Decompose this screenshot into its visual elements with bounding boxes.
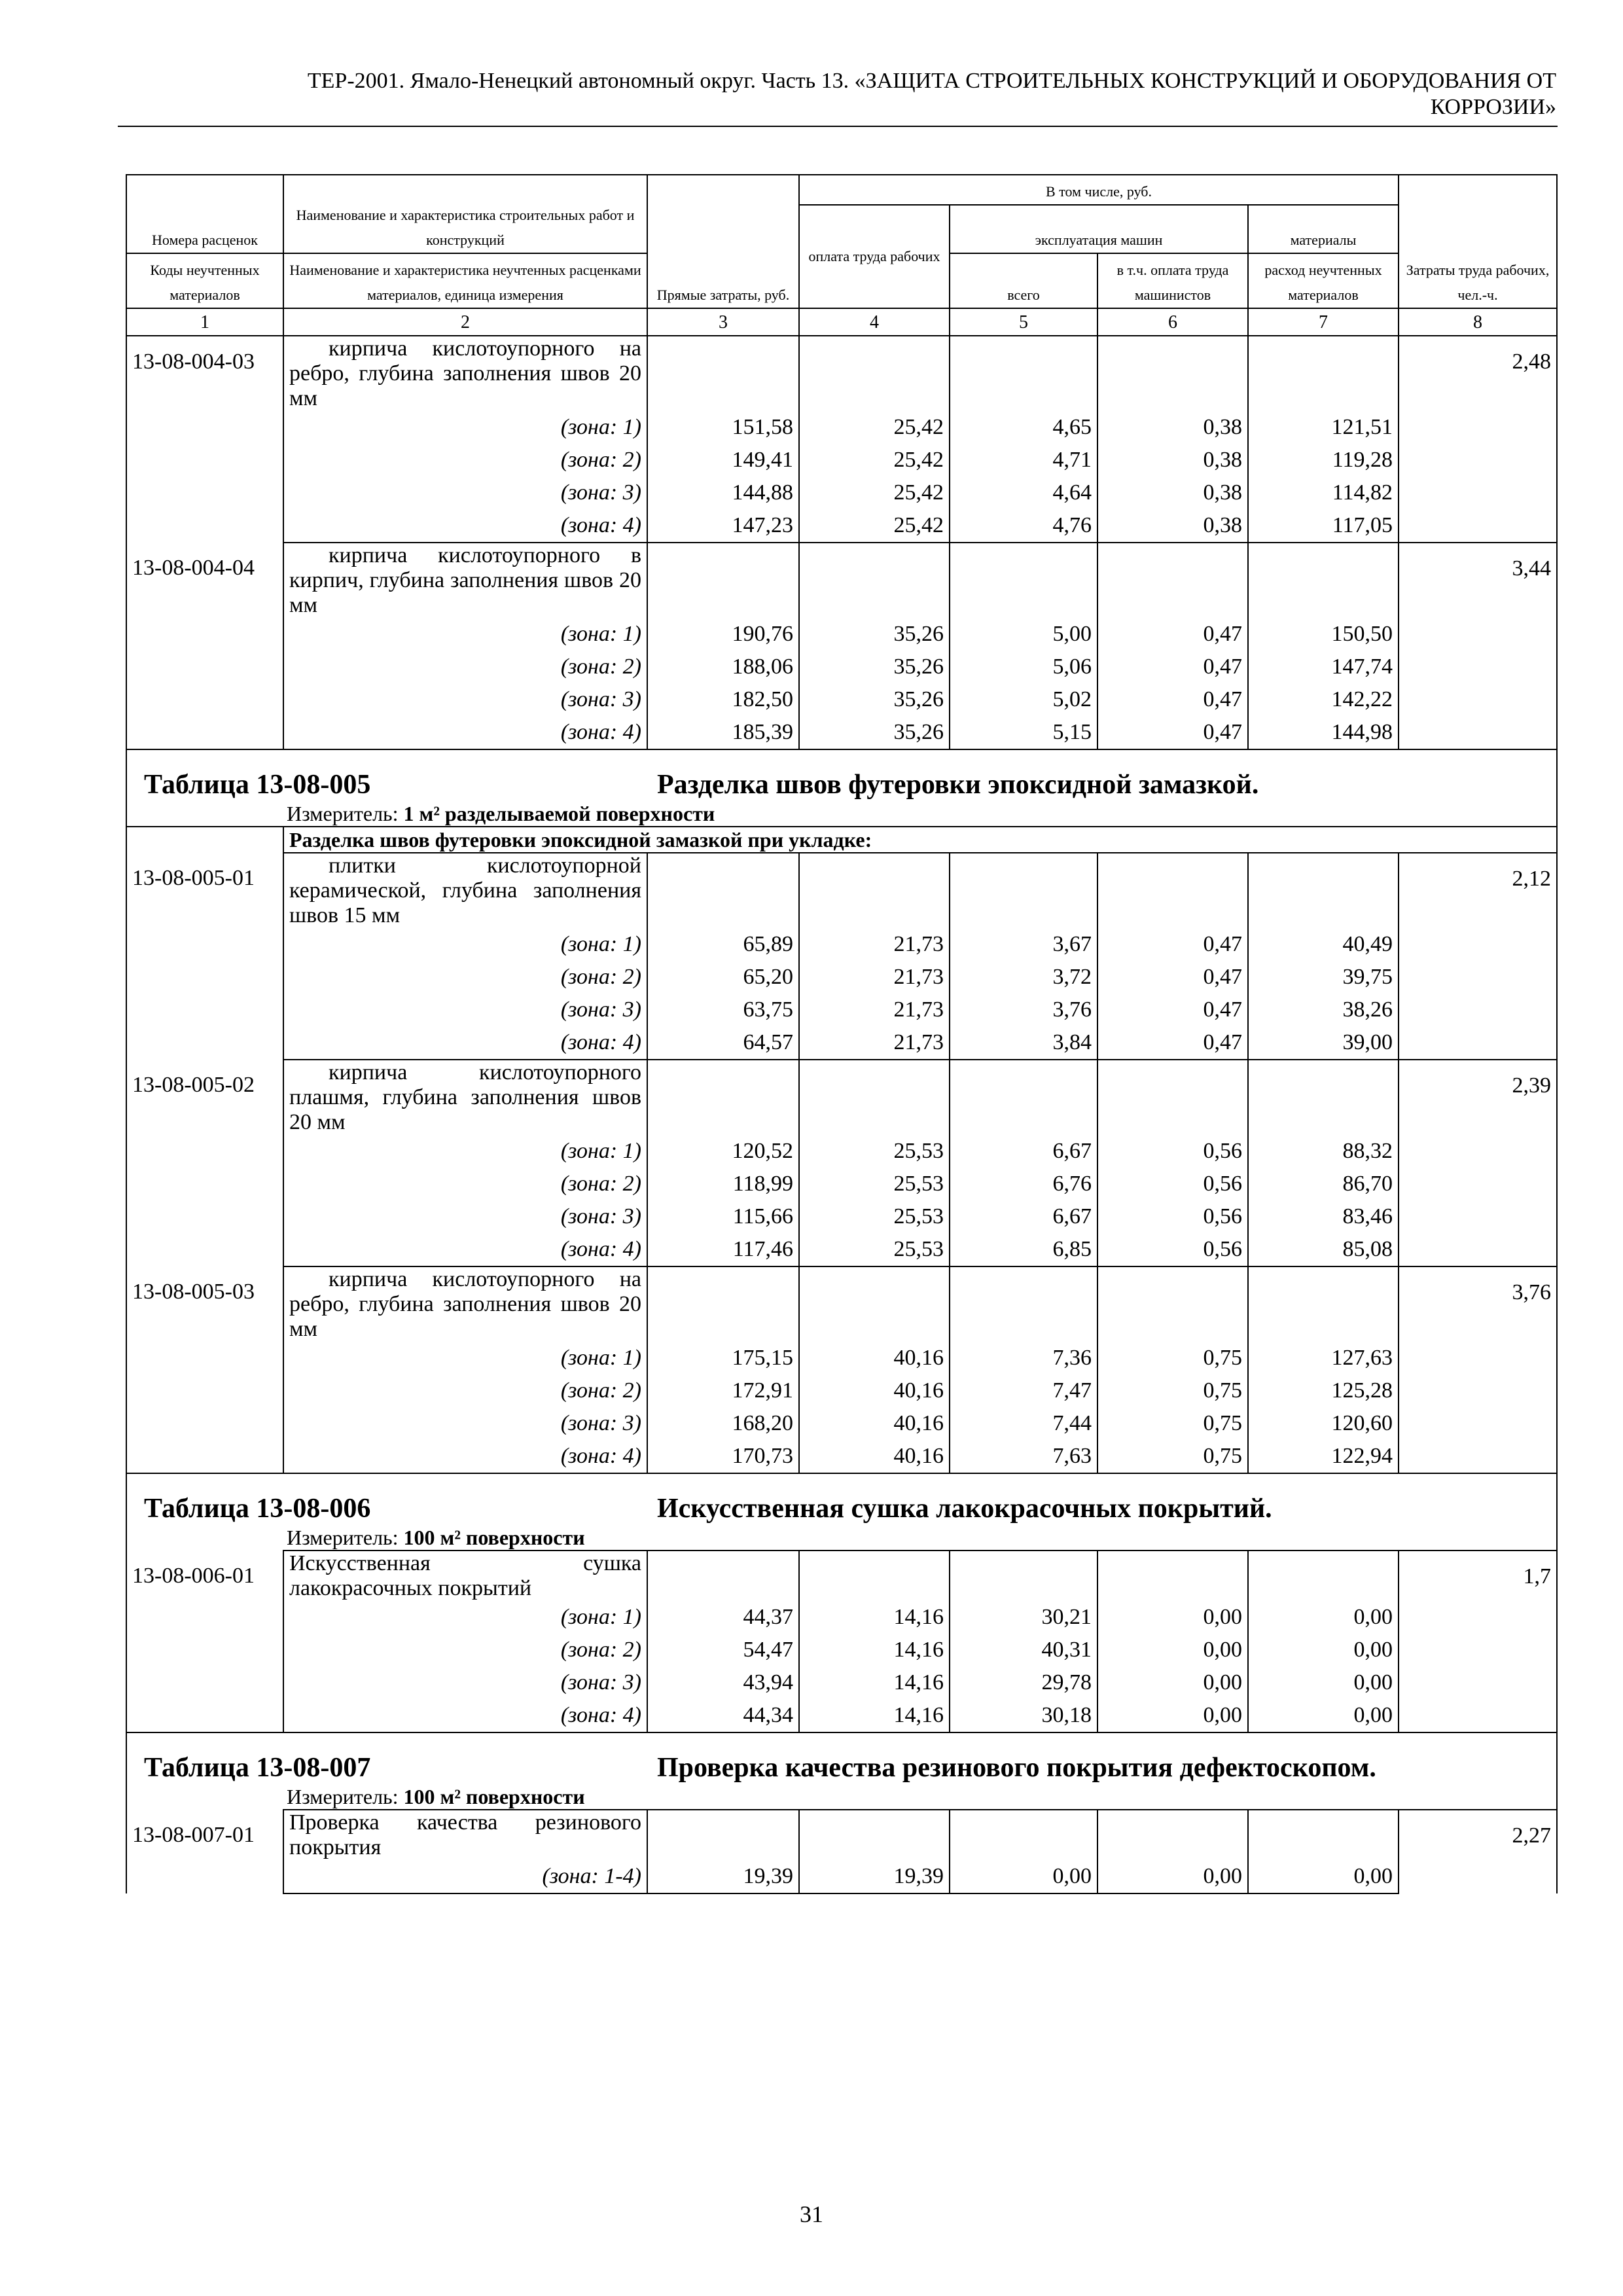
table-title-row <box>126 768 1557 827</box>
rate-code: 13-08-005-03 <box>126 1266 283 1473</box>
value-cell: 7,63 <box>950 1440 1097 1473</box>
value-cell: 25,53 <box>799 1135 950 1168</box>
value-cell: 0,00 <box>1097 1860 1248 1893</box>
value-cell: 54,47 <box>647 1634 799 1666</box>
zone-label: (зона: 1) <box>283 1342 647 1374</box>
rate-name: плитки кислотоупорной керамической, глубина заполнения швов 15 мм <box>283 853 647 928</box>
spacer-cell <box>126 1732 1557 1751</box>
value-cell: 83,46 <box>1248 1200 1399 1233</box>
value-cell: 4,64 <box>950 476 1097 509</box>
zone-row <box>126 1666 1557 1699</box>
rate-code: 13-08-004-03 <box>126 336 283 543</box>
col-wages-header: оплата труда рабочих <box>799 205 950 308</box>
zone-row <box>126 1634 1557 1666</box>
value-cell: 0,38 <box>1097 411 1248 444</box>
value-cell: 38,26 <box>1248 994 1399 1026</box>
zone-row <box>126 1233 1557 1266</box>
empty-cell <box>799 1810 950 1860</box>
zone-label: (зона: 2) <box>283 1374 647 1407</box>
table-label: Таблица 13-08-005 <box>144 770 371 800</box>
value-cell: 168,20 <box>647 1407 799 1440</box>
table-label: Таблица 13-08-006 <box>144 1494 371 1524</box>
value-cell: 4,65 <box>950 411 1097 444</box>
rate-row <box>126 853 1557 928</box>
rate-labor: 3,76 <box>1399 1266 1557 1473</box>
empty-cell <box>799 853 950 928</box>
rate-name: Проверка качества резинового покрытия <box>283 1810 647 1860</box>
empty-cell <box>647 543 799 618</box>
measure-line <box>144 801 1543 826</box>
header-row-1 <box>126 175 1557 205</box>
value-cell: 118,99 <box>647 1168 799 1200</box>
value-cell: 5,15 <box>950 716 1097 749</box>
empty-cell <box>950 336 1097 411</box>
zone-row <box>126 716 1557 749</box>
value-cell: 5,02 <box>950 683 1097 716</box>
value-cell: 65,20 <box>647 961 799 994</box>
value-cell: 7,44 <box>950 1407 1097 1440</box>
value-cell: 0,00 <box>1248 1634 1399 1666</box>
value-cell: 44,34 <box>647 1699 799 1732</box>
value-cell: 3,67 <box>950 928 1097 961</box>
empty-cell <box>1248 1551 1399 1601</box>
value-cell: 175,15 <box>647 1342 799 1374</box>
measure-unit: 100 м² поверхности <box>403 1785 585 1808</box>
table-heading: Искусственная сушка лакокрасочных покрытий. <box>657 1494 1272 1524</box>
value-cell: 40,49 <box>1248 928 1399 961</box>
value-cell: 144,88 <box>647 476 799 509</box>
rate-row <box>126 543 1557 618</box>
subheading-row <box>126 827 1557 853</box>
zone-label: (зона: 2) <box>283 444 647 476</box>
value-cell: 188,06 <box>647 651 799 683</box>
zone-label: (зона: 3) <box>283 994 647 1026</box>
value-cell: 25,42 <box>799 509 950 543</box>
measure-prefix: Измеритель: <box>287 802 399 825</box>
value-cell: 115,66 <box>647 1200 799 1233</box>
value-cell: 147,74 <box>1248 651 1399 683</box>
rate-name: кирпича кислотоупорного на ребро, глубина заполнения швов 20 мм <box>283 1266 647 1342</box>
rate-labor: 1,7 <box>1399 1551 1557 1732</box>
table-title-cell <box>126 1751 1557 1810</box>
rate-code: 13-08-006-01 <box>126 1551 283 1732</box>
empty-cell <box>1248 1060 1399 1135</box>
value-cell: 127,63 <box>1248 1342 1399 1374</box>
value-cell: 43,94 <box>647 1666 799 1699</box>
zone-label: (зона: 1) <box>283 411 647 444</box>
value-cell: 5,06 <box>950 651 1097 683</box>
zone-label: (зона: 1-4) <box>283 1860 647 1893</box>
header-line-1: ТЕР-2001. Ямало-Ненецкий автономный округ. Часть 13. «ЗАЩИТА СТРОИТЕЛЬНЫХ КОНСТРУКЦИЙ И ОБОРУДОВАНИЯ ОТ <box>307 69 1556 93</box>
zone-row <box>126 651 1557 683</box>
zone-label: (зона: 2) <box>283 1634 647 1666</box>
value-cell: 121,51 <box>1248 411 1399 444</box>
value-cell: 14,16 <box>799 1666 950 1699</box>
empty-cell <box>647 1810 799 1860</box>
rate-name: кирпича кислотоупорного в кирпич, глубина заполнения швов 20 мм <box>283 543 647 618</box>
value-cell: 19,39 <box>799 1860 950 1893</box>
value-cell: 86,70 <box>1248 1168 1399 1200</box>
value-cell: 30,21 <box>950 1601 1097 1634</box>
header-rule <box>118 126 1558 127</box>
value-cell: 147,23 <box>647 509 799 543</box>
value-cell: 25,53 <box>799 1233 950 1266</box>
value-cell: 25,42 <box>799 411 950 444</box>
col-number: 3 <box>647 308 799 336</box>
zone-label: (зона: 1) <box>283 928 647 961</box>
value-cell: 114,82 <box>1248 476 1399 509</box>
value-cell: 21,73 <box>799 961 950 994</box>
col-machines-header: эксплуатация машин <box>950 205 1248 253</box>
value-cell: 144,98 <box>1248 716 1399 749</box>
value-cell: 120,52 <box>647 1135 799 1168</box>
table-spacer <box>126 1473 1557 1492</box>
zone-row <box>126 1860 1557 1893</box>
value-cell: 185,39 <box>647 716 799 749</box>
zone-label: (зона: 4) <box>283 1699 647 1732</box>
value-cell: 142,22 <box>1248 683 1399 716</box>
zone-row <box>126 509 1557 543</box>
value-cell: 88,32 <box>1248 1135 1399 1168</box>
zone-row <box>126 1374 1557 1407</box>
rate-labor: 2,39 <box>1399 1060 1557 1266</box>
value-cell: 25,42 <box>799 476 950 509</box>
empty-cell <box>950 543 1097 618</box>
value-cell: 40,16 <box>799 1342 950 1374</box>
value-cell: 4,71 <box>950 444 1097 476</box>
value-cell: 150,50 <box>1248 618 1399 651</box>
col-name-header: Наименование и характеристика строительных работ и конструкций <box>283 175 647 253</box>
empty-cell <box>1248 853 1399 928</box>
table-title-cell <box>126 768 1557 827</box>
col-number: 6 <box>1097 308 1248 336</box>
col-name2-header: Наименование и характеристика неучтенных расценками материалов, единица измерения <box>283 253 647 308</box>
value-cell: 0,56 <box>1097 1168 1248 1200</box>
col-codes2-header: Коды неучтенных материалов <box>126 253 283 308</box>
empty-cell <box>647 1266 799 1342</box>
col-number: 2 <box>283 308 647 336</box>
value-cell: 25,53 <box>799 1200 950 1233</box>
value-cell: 0,47 <box>1097 994 1248 1026</box>
zone-row <box>126 928 1557 961</box>
zone-row <box>126 618 1557 651</box>
value-cell: 122,94 <box>1248 1440 1399 1473</box>
zone-label: (зона: 4) <box>283 1233 647 1266</box>
empty-cell <box>1097 1551 1248 1601</box>
value-cell: 7,36 <box>950 1342 1097 1374</box>
col-number: 8 <box>1399 308 1557 336</box>
empty-cell <box>647 1060 799 1135</box>
zone-row <box>126 683 1557 716</box>
zone-label: (зона: 1) <box>283 1135 647 1168</box>
rate-row <box>126 336 1557 411</box>
value-cell: 21,73 <box>799 1026 950 1060</box>
value-cell: 0,00 <box>1097 1634 1248 1666</box>
value-cell: 85,08 <box>1248 1233 1399 1266</box>
empty-cell <box>1097 543 1248 618</box>
empty-cell <box>1097 1810 1248 1860</box>
value-cell: 0,00 <box>1248 1860 1399 1893</box>
value-cell: 172,91 <box>647 1374 799 1407</box>
empty-cell <box>1097 1266 1248 1342</box>
value-cell: 14,16 <box>799 1634 950 1666</box>
rate-code: 13-08-004-04 <box>126 543 283 749</box>
col-incl-wages-header: в т.ч. оплата труда машинистов <box>1097 253 1248 308</box>
empty-cell <box>1248 1810 1399 1860</box>
value-cell: 3,76 <box>950 994 1097 1026</box>
value-cell: 44,37 <box>647 1601 799 1634</box>
zone-label: (зона: 1) <box>283 1601 647 1634</box>
value-cell: 6,85 <box>950 1233 1097 1266</box>
value-cell: 25,53 <box>799 1168 950 1200</box>
value-cell: 119,28 <box>1248 444 1399 476</box>
spacer-cell <box>126 749 1557 768</box>
rate-labor: 2,12 <box>1399 853 1557 1060</box>
zone-label: (зона: 4) <box>283 716 647 749</box>
zone-row <box>126 1601 1557 1634</box>
measure-line <box>144 1525 1543 1550</box>
value-cell: 35,26 <box>799 683 950 716</box>
measure-unit: 1 м² разделываемой поверхности <box>403 802 715 825</box>
value-cell: 7,47 <box>950 1374 1097 1407</box>
table-title-cell <box>126 1492 1557 1551</box>
value-cell: 3,84 <box>950 1026 1097 1060</box>
zone-label: (зона: 2) <box>283 961 647 994</box>
price-table <box>126 174 1558 1894</box>
value-cell: 4,76 <box>950 509 1097 543</box>
value-cell: 0,47 <box>1097 651 1248 683</box>
empty-cell <box>950 853 1097 928</box>
rate-row <box>126 1551 1557 1601</box>
rate-labor: 2,48 <box>1399 336 1557 543</box>
zone-row <box>126 444 1557 476</box>
rate-labor: 2,27 <box>1399 1810 1557 1893</box>
zone-row <box>126 994 1557 1026</box>
zone-row <box>126 476 1557 509</box>
value-cell: 6,67 <box>950 1135 1097 1168</box>
zone-label: (зона: 1) <box>283 618 647 651</box>
value-cell: 39,00 <box>1248 1026 1399 1060</box>
value-cell: 40,16 <box>799 1407 950 1440</box>
value-cell: 0,00 <box>1097 1601 1248 1634</box>
zone-row <box>126 961 1557 994</box>
table-title-row <box>126 1751 1557 1810</box>
value-cell: 3,72 <box>950 961 1097 994</box>
value-cell: 125,28 <box>1248 1374 1399 1407</box>
zone-label: (зона: 3) <box>283 1200 647 1233</box>
zone-label: (зона: 4) <box>283 1026 647 1060</box>
col-materials-header: материалы <box>1248 205 1399 253</box>
empty-cell <box>1248 1266 1399 1342</box>
value-cell: 170,73 <box>647 1440 799 1473</box>
zone-row <box>126 1026 1557 1060</box>
value-cell: 40,16 <box>799 1440 950 1473</box>
value-cell: 30,18 <box>950 1699 1097 1732</box>
value-cell: 0,38 <box>1097 444 1248 476</box>
zone-label: (зона: 3) <box>283 1407 647 1440</box>
zone-label: (зона: 4) <box>283 1440 647 1473</box>
value-cell: 0,00 <box>1248 1601 1399 1634</box>
value-cell: 25,42 <box>799 444 950 476</box>
value-cell: 151,58 <box>647 411 799 444</box>
table-heading: Проверка качества резинового покрытия дефектоскопом. <box>657 1753 1376 1783</box>
zone-row <box>126 411 1557 444</box>
value-cell: 0,75 <box>1097 1342 1248 1374</box>
value-cell: 149,41 <box>647 444 799 476</box>
zone-row <box>126 1342 1557 1374</box>
measure-unit: 100 м² поверхности <box>403 1526 585 1549</box>
empty-cell <box>1097 1060 1248 1135</box>
rate-name: Искусственная сушка лакокрасочных покрытий <box>283 1551 647 1601</box>
empty-cell <box>1097 853 1248 928</box>
empty-cell <box>799 336 950 411</box>
empty-cell <box>950 1266 1097 1342</box>
subheading: Разделка швов футеровки эпоксидной замазкой при укладке: <box>283 827 1557 853</box>
empty-cell <box>1097 336 1248 411</box>
table-heading: Разделка швов футеровки эпоксидной замазкой. <box>657 770 1259 800</box>
value-cell: 35,26 <box>799 651 950 683</box>
table-spacer <box>126 749 1557 768</box>
zone-row <box>126 1168 1557 1200</box>
value-cell: 190,76 <box>647 618 799 651</box>
value-cell: 0,47 <box>1097 716 1248 749</box>
value-cell: 0,00 <box>1097 1699 1248 1732</box>
col-labor-header: Затраты труда рабочих, чел.-ч. <box>1399 175 1557 308</box>
empty-cell <box>126 827 283 853</box>
page-number: 31 <box>800 2201 823 2227</box>
value-cell: 0,75 <box>1097 1440 1248 1473</box>
value-cell: 0,38 <box>1097 476 1248 509</box>
table-title-row <box>126 1492 1557 1551</box>
zone-row <box>126 1135 1557 1168</box>
value-cell: 0,47 <box>1097 618 1248 651</box>
zone-label: (зона: 3) <box>283 683 647 716</box>
value-cell: 0,75 <box>1097 1374 1248 1407</box>
zone-row <box>126 1440 1557 1473</box>
rate-code: 13-08-005-01 <box>126 853 283 1060</box>
value-cell: 0,75 <box>1097 1407 1248 1440</box>
value-cell: 0,47 <box>1097 928 1248 961</box>
empty-cell <box>799 1266 950 1342</box>
col-codes-header: Номера расценок <box>126 175 283 253</box>
value-cell: 21,73 <box>799 928 950 961</box>
rate-code: 13-08-005-02 <box>126 1060 283 1266</box>
measure-line <box>144 1784 1543 1809</box>
running-header <box>118 68 1556 120</box>
value-cell: 39,75 <box>1248 961 1399 994</box>
rate-labor: 3,44 <box>1399 543 1557 749</box>
value-cell: 120,60 <box>1248 1407 1399 1440</box>
rate-code: 13-08-007-01 <box>126 1810 283 1893</box>
zone-row <box>126 1407 1557 1440</box>
value-cell: 0,38 <box>1097 509 1248 543</box>
value-cell: 0,00 <box>1097 1666 1248 1699</box>
empty-cell <box>647 853 799 928</box>
value-cell: 19,39 <box>647 1860 799 1893</box>
value-cell: 0,47 <box>1097 1026 1248 1060</box>
measure-prefix: Измеритель: <box>287 1526 399 1549</box>
value-cell: 0,56 <box>1097 1200 1248 1233</box>
empty-cell <box>950 1810 1097 1860</box>
value-cell: 35,26 <box>799 618 950 651</box>
value-cell: 65,89 <box>647 928 799 961</box>
value-cell: 6,76 <box>950 1168 1097 1200</box>
value-cell: 14,16 <box>799 1601 950 1634</box>
column-number-row <box>126 308 1557 336</box>
value-cell: 117,05 <box>1248 509 1399 543</box>
value-cell: 0,47 <box>1097 961 1248 994</box>
value-cell: 5,00 <box>950 618 1097 651</box>
table-spacer <box>126 1732 1557 1751</box>
zone-label: (зона: 3) <box>283 1666 647 1699</box>
col-number: 4 <box>799 308 950 336</box>
value-cell: 21,73 <box>799 994 950 1026</box>
col-number: 7 <box>1248 308 1399 336</box>
empty-cell <box>1248 336 1399 411</box>
value-cell: 0,56 <box>1097 1233 1248 1266</box>
value-cell: 0,47 <box>1097 683 1248 716</box>
zone-label: (зона: 2) <box>283 1168 647 1200</box>
empty-cell <box>799 1060 950 1135</box>
rate-row <box>126 1060 1557 1135</box>
empty-cell <box>1248 543 1399 618</box>
value-cell: 0,00 <box>1248 1666 1399 1699</box>
col-number: 5 <box>950 308 1097 336</box>
col-direct-header: Прямые затраты, руб. <box>647 175 799 308</box>
empty-cell <box>647 336 799 411</box>
value-cell: 6,67 <box>950 1200 1097 1233</box>
value-cell: 64,57 <box>647 1026 799 1060</box>
rate-name: кирпича кислотоупорного на ребро, глубина заполнения швов 20 мм <box>283 336 647 411</box>
value-cell: 182,50 <box>647 683 799 716</box>
value-cell: 29,78 <box>950 1666 1097 1699</box>
empty-cell <box>950 1060 1097 1135</box>
value-cell: 40,31 <box>950 1634 1097 1666</box>
value-cell: 0,00 <box>1248 1699 1399 1732</box>
rate-row <box>126 1810 1557 1860</box>
spacer-cell <box>126 1473 1557 1492</box>
value-cell: 0,00 <box>950 1860 1097 1893</box>
empty-cell <box>799 543 950 618</box>
value-cell: 14,16 <box>799 1699 950 1732</box>
value-cell: 40,16 <box>799 1374 950 1407</box>
value-cell: 117,46 <box>647 1233 799 1266</box>
header-line-2: КОРРОЗИИ» <box>1430 95 1556 119</box>
zone-row <box>126 1699 1557 1732</box>
empty-cell <box>950 1551 1097 1601</box>
value-cell: 0,56 <box>1097 1135 1248 1168</box>
zone-label: (зона: 4) <box>283 509 647 543</box>
rate-row <box>126 1266 1557 1342</box>
empty-cell <box>647 1551 799 1601</box>
value-cell: 35,26 <box>799 716 950 749</box>
table-label: Таблица 13-08-007 <box>144 1753 371 1783</box>
measure-prefix: Измеритель: <box>287 1785 399 1808</box>
value-cell: 63,75 <box>647 994 799 1026</box>
col-number: 1 <box>126 308 283 336</box>
col-incl-header: В том числе, руб. <box>799 175 1399 205</box>
empty-cell <box>799 1551 950 1601</box>
col-total-header: всего <box>950 253 1097 308</box>
zone-label: (зона: 3) <box>283 476 647 509</box>
col-unacc-header: расход неучтенных материалов <box>1248 253 1399 308</box>
zone-row <box>126 1200 1557 1233</box>
rate-name: кирпича кислотоупорного плашмя, глубина заполнения швов 20 мм <box>283 1060 647 1135</box>
zone-label: (зона: 2) <box>283 651 647 683</box>
